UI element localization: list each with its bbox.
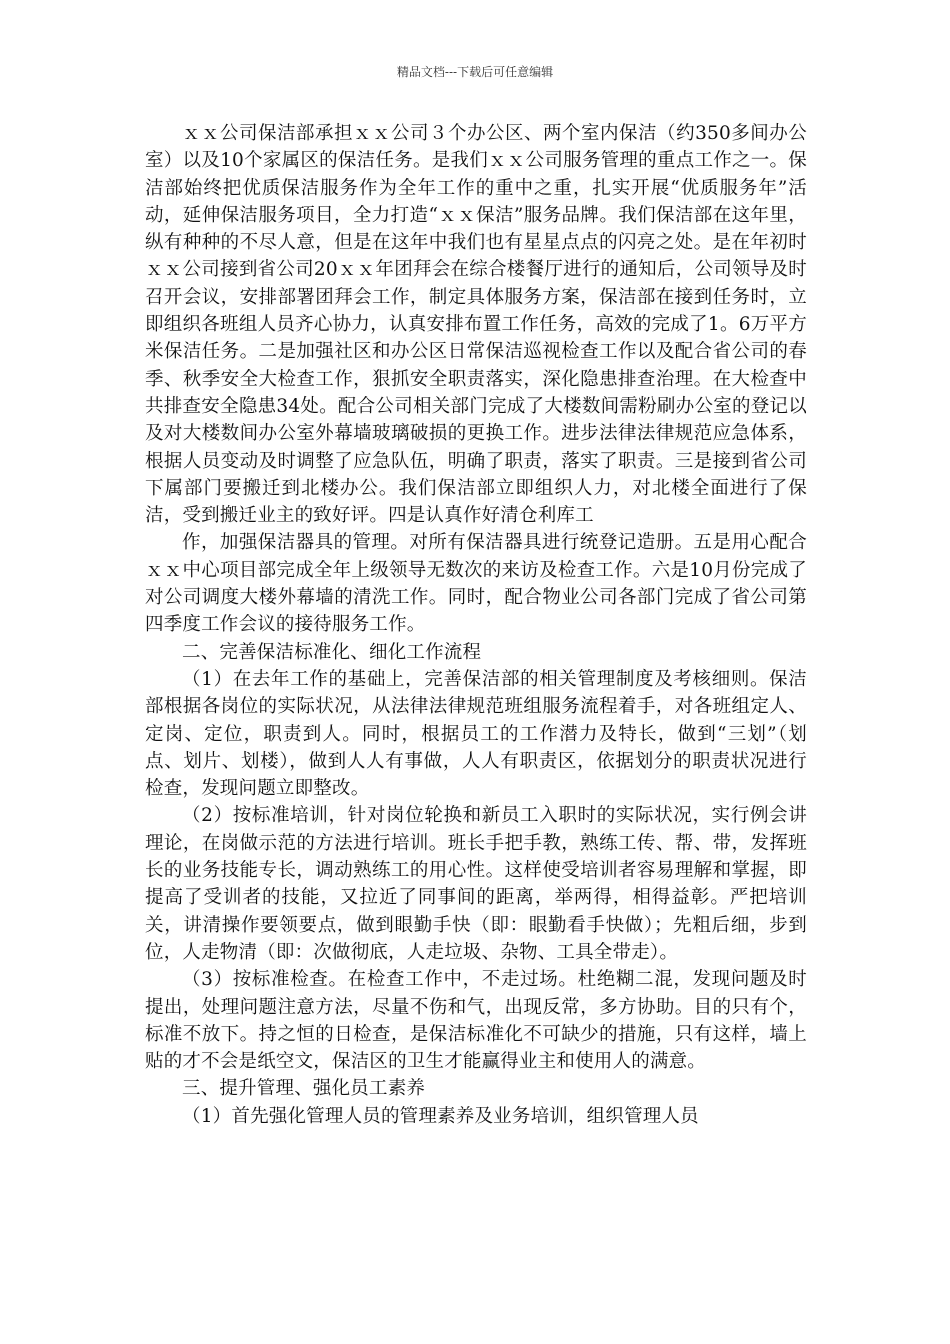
section-heading-2: 二、完善保洁标准化、细化工作流程 (182, 641, 482, 663)
section-heading-3: 三、提升管理、强化员工素养 (182, 1078, 426, 1100)
page-header: 精品文档---下载后可任意编辑 (396, 65, 554, 79)
paragraph-summary: ｘｘ公司保洁部承担ｘｘ公司３个办公区、两个室内保洁（约350多间办公室）以及10个家属区的保洁任务。是我们ｘｘ公司服务管理的重点工作之一。保洁部始终把优质保洁服务作为全年工作的重中之重，扎实开展“优质服务年”活动，延伸保洁服务项目，全力打造“ｘｘ保洁”服务品牌。我们保洁部在这年里，纵有种种的不尽人意，但是在这年中我们也有星星点点的闪亮之处。是在年初时ｘｘ公司接到省公司20ｘｘ年团拜会在综合楼餐厅进行的通知后，公司领导及时召开会议，安排部署团拜会工作，制定具体服务方案，保洁部在接到任务时，立即组织各班组人员齐心协力，认真安排布置工作任务，高效的完成了1。6万平方米保洁任务。二是加强社区和办公区日常保洁巡视检查工作以及配合省公司的春季、秋季安全大检查工作，狠抓安全职责落实，深化隐患排查治理。在大检查中共排查安全隐患34处。配合公司相关部门完成了大楼数间需粉刷办公室的登记以及对大楼数间办公室外幕墙玻璃破损的更换工作。进步法律法律规范应急体系，根据人员变动及时调整了应急队伍，明确了职责，落实了职责。三是接到省公司下属部门要搬迁到北楼办公。我们保洁部立即组织人力，对北楼全面进行了保洁，受到搬迁业主的致好评。四是认真作好清仓利库工 (145, 123, 807, 527)
paragraph-summary-continued: 作，加强保洁器具的管理。对所有保洁器具进行统登记造册。五是用心配合ｘｘ中心项目部完成全年上级领导无数次的来访及检查工作。六是10月份完成了对公司调度大楼外幕墙的清洗工作。同时，配合物业公司各部门完成了省公司第四季度工作会议的接待服务工作。 (145, 532, 807, 636)
paragraph-2-item-3: （3）按标准检查。在检查工作中，不走过场。杜绝糊二混，发现问题及时提出，处理问题注意方法，尽量不伤和气，出现反常，多方协助。目的只有个，标准不放下。持之恒的日检查，是保洁标准化不可缺少的措施，只有这样，墙上贴的才不会是纸空文，保洁区的卫生才能赢得业主和使用人的满意。 (145, 969, 807, 1073)
paragraph-2-item-1: （1）在去年工作的基础上，完善保洁部的相关管理制度及考核细则。保洁部根据各岗位的实际状况，从法律法律规范班组服务流程着手，对各班组定人、定岗、定位，职责到人。同时，根据员工的工作潜力及特长，做到“三划”（划点、划片、划楼），做到人人有事做，人人有职责区，依据划分的职责状况进行检查，发现问题立即整改。 (145, 668, 807, 800)
paragraph-3-item-1: （1）首先强化管理人员的管理素养及业务培训，组织管理人员 (182, 1105, 699, 1127)
paragraph-2-item-2: （2）按标准培训，针对岗位轮换和新员工入职时的实际状况，实行例会讲理论，在岗做示范的方法进行培训。班长手把手教，熟练工传、帮、带，发挥班长的业务技能专长，调动熟练工的用心性。这样使受培训者容易理解和掌握，即提高了受训者的技能，又拉近了同事间的距离，举两得，相得益彰。严把培训关，讲清操作要领要点，做到眼勤手快（即：眼勤看手快做）；先粗后细，步到位，人走物清（即：次做彻底，人走垃圾、杂物、工具全带走）。 (145, 805, 807, 963)
document-body (145, 120, 807, 1130)
